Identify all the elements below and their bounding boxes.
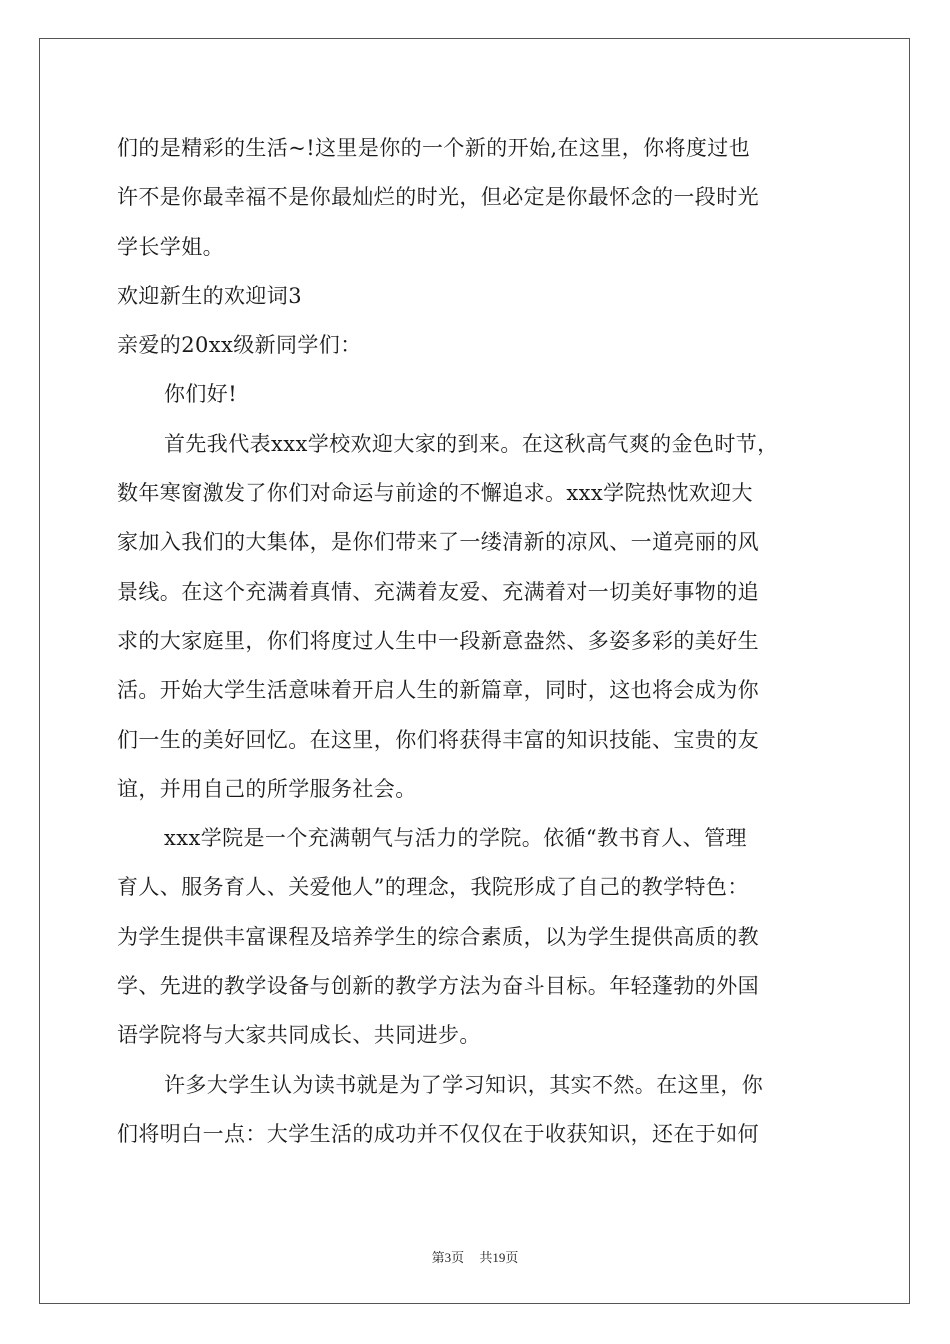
text-line: 活。开始大学生活意味着开启人生的新篇章，同时，这也将会成为你 [117,678,759,703]
page-number: 第3页 [431,1250,465,1265]
text-line: 许不是你最幸福不是你最灿烂的时光，但必定是你最怀念的一段时光 [117,185,759,210]
text-line: 学、先进的教学设备与创新的教学方法为奋斗目标。年轻蓬勃的外国 [117,974,759,999]
text-line: 们一生的美好回忆。在这里，你们将获得丰富的知识技能、宝贵的友 [117,727,759,752]
page-footer [0,1247,950,1266]
text-line: 数年寒窗激发了你们对命运与前途的不懈追求。xxx学院热忱欢迎大 [117,481,753,506]
document-body [117,124,837,1159]
text-line: 家加入我们的大集体，是你们带来了一缕清新的凉风、一道亮丽的风 [117,530,759,555]
text-line: 谊，并用自己的所学服务社会。 [117,776,417,801]
text-line: 们的是精彩的生活~!这里是你的一个新的开始,在这里，你将度过也 [117,136,751,160]
text-line: 语学院将与大家共同成长、共同进步。 [117,1023,481,1048]
text-line: 们将明白一点：大学生活的成功并不仅仅在于收获知识，还在于如何 [117,1121,759,1146]
text-line: 求的大家庭里，你们将度过人生中一段新意盎然、多姿多彩的美好生 [117,628,759,653]
section-heading: 欢迎新生的欢迎词3 [117,283,302,308]
text-line: xxx学院是一个充满朝气与活力的学院。依循“教书育人、管理 [164,826,747,851]
page-total: 共19页 [479,1250,519,1265]
text-line: 学长学姐。 [117,234,224,259]
greeting: 你们好! [164,382,238,407]
text-line: 许多大学生认为读书就是为了学习知识，其实不然。在这里，你 [164,1072,764,1097]
text-line: 为学生提供丰富课程及培养学生的综合素质，以为学生提供高质的教 [117,924,759,949]
text-line: 首先我代表xxx学校欢迎大家的到来。在这秋高气爽的金色时节， [164,431,779,456]
text-line: 景线。在这个充满着真情、充满着友爱、充满着对一切美好事物的追 [117,579,759,604]
text-line: 育人、服务育人、关爱他人”的理念，我院形成了自己的教学特色： [117,875,749,900]
salutation: 亲爱的20xx级新同学们： [117,333,362,358]
